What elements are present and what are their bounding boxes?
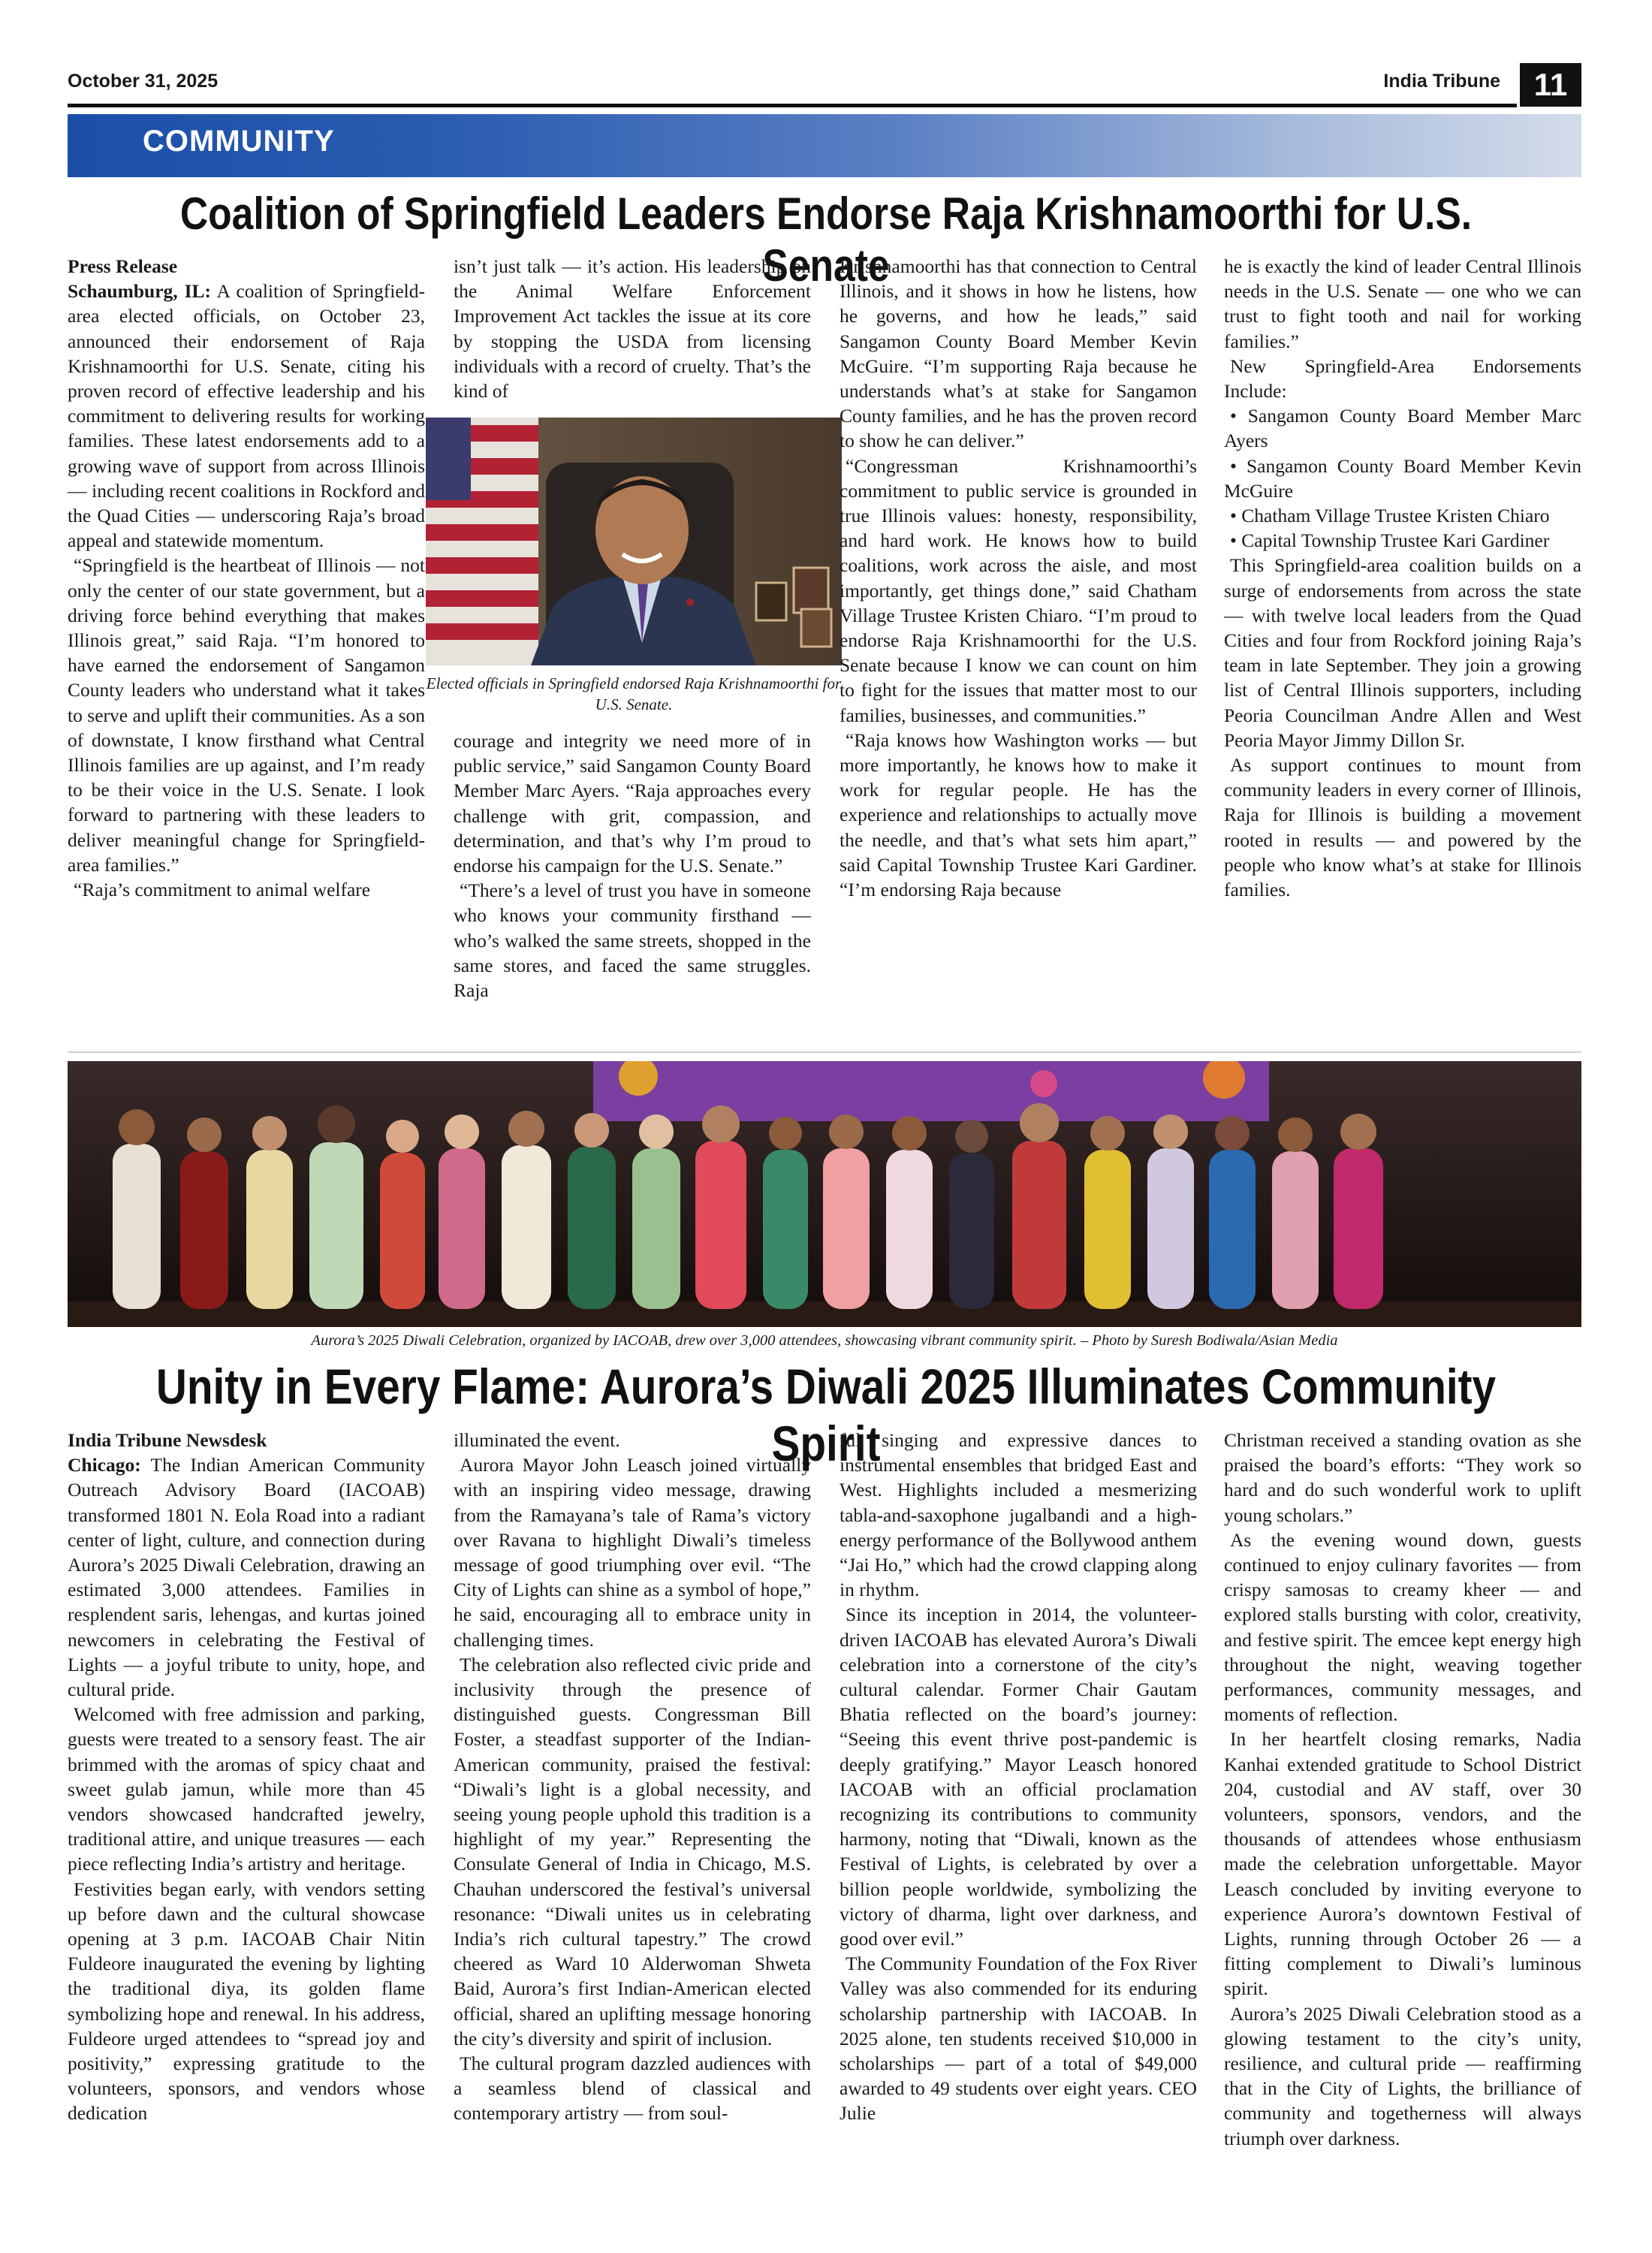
article1-paragraph: isn’t just talk — it’s action. His leadership on the Animal Welfare Enforcement Improvement Act tackles the issue at its core by stopping the USDA from licensing individuals with a record of cruelty. That’s the kind of bbox=[454, 255, 811, 403]
article1-column-3 bbox=[840, 254, 1197, 902]
article2-paragraph: Festivities began early, with vendors setting up before dawn and the cultural showcase opening at 3 p.m. IACOAB Chair Nitin Fuldeore inaugurated the evening by lighting the traditional diya, its golden flame symbolizing hope and renewal. In his address, Fuldeore urged attendees to “spread joy and positivity,” expressing gratitude to the volunteers, sponsors, and vendors whose dedication bbox=[68, 1878, 425, 2125]
endorsement-list-item: • Chatham Village Trustee Kristen Chiaro bbox=[1230, 505, 1550, 527]
article1-paragraph: “Raja’s commitment to animal welfare bbox=[74, 879, 371, 901]
article1-paragraph: Krishnamoorthi has that connection to Central Illinois, and it shows in how he listens, how he governs, and how he leads,” said Sangamon County Board Member Kevin McGuire. “I’m supporting Raja because he understands what’s at stake for Sangamon County families, and he has the proven record to show he can deliver.” bbox=[840, 255, 1197, 452]
article2-paragraph: Since its inception in 2014, the volunteer-driven IACOAB has elevated Aurora’s Diwali celebration into a cornerstone of the city’s cultural calendar. Former Chair Gautam Bhatia reflected on the board’s journey: “Seeing this event thrive post-pandemic is deeply gratifying.” Mayor Leasch honored IACOAB with an official proclamation recognizing its contributions to community harmony, noting that “Diwali, known as the Festival of Lights, is celebrated by over a billion people worldwide, symbolizing the victory of dharma, light over darkness, and good over evil.” bbox=[840, 1603, 1197, 1950]
header-rule bbox=[68, 104, 1517, 107]
page-number: 11 bbox=[1520, 63, 1581, 107]
article1-byline: Press Release bbox=[68, 255, 178, 277]
publication-name: India Tribune bbox=[1383, 71, 1500, 92]
article2-paragraph: As the evening wound down, guests continued to enjoy culinary favorites — from crispy samosas to creamy kheer — and explored stalls bursting with color, creativity, and festive spirit. The emcee kept energy high throughout the night, weaving together performances, community messages, and moments of reflection. bbox=[1224, 1528, 1581, 1726]
article2-paragraph: The Community Foundation of the Fox River Valley was also commended for its enduring scholarship partnership with IACOAB. In 2025 alone, ten students received $10,000 in scholarships — part of a total of $49,000 awarded to 49 students over eight years. CEO Julie bbox=[840, 1953, 1197, 2125]
article2-paragraph: ful singing and expressive dances to instrumental ensembles that bridged East and West. Highlights included a mesmerizing tabla-and-saxophone jugalbandi and a high-energy performance of the Bollywood anthem “Jai Ho,” which had the crowd clapping along in rhythm. bbox=[840, 1429, 1197, 1601]
article2-paragraph: The cultural program dazzled audiences with a seamless blend of classical and contemporary artistry — from soul- bbox=[454, 2052, 811, 2125]
group-photo-illustration bbox=[68, 1061, 1581, 1327]
flag-icon bbox=[426, 418, 538, 665]
article2-paragraph: Welcomed with free admission and parking, guests were treated to a sensory feast. The air brimmed with the aromas of spicy chaat and sweet gulab jamun, while more than 45 vendors showcased handcrafted jewelry, traditional attire, and unique treasures — each piece reflecting India’s artistry and heritage. bbox=[68, 1703, 425, 1875]
article1-paragraph: This Springfield-area coalition builds on a surge of endorsements from across the state — with twelve local leaders from the Quad Cities and four from Rockford joining Raja’s team in late September. They join a growing list of Central Illinois supporters, including Peoria Councilman Andre Allen and West Peoria Mayor Jimmy Dillon Sr. bbox=[1224, 554, 1581, 751]
article1-paragraph: New Springfield-Area Endorsements Include: bbox=[1224, 354, 1581, 403]
article1-paragraph: “There’s a level of trust you have in someone who knows your community firsthand — who’s walked the same streets, shopped in the same stores, and faced the same struggles. Raja bbox=[454, 879, 811, 1002]
article1-paragraph: “Raja knows how Washington works — but more importantly, he knows how to make it work for regular people. He has the experience and relationships to actually move the needle, and that’s what sets him apart,” said Capital Township Trustee Kari Gardiner. “I’m endorsing Raja because bbox=[840, 728, 1197, 901]
article1-dateline: Schaumburg, IL: bbox=[68, 280, 212, 303]
portrait-photo-illustration bbox=[426, 418, 842, 665]
article2-dateline: Chicago: bbox=[68, 1454, 141, 1476]
endorsement-list-item: • Sangamon County Board Member Marc Ayers bbox=[1224, 405, 1581, 452]
article2-paragraph: Aurora Mayor John Leasch joined virtually with an inspiring video message, drawing from the Ramayana’s tale of Rama’s victory over Ravana to highlight Diwali’s timeless message of good triumphing over evil. “The City of Lights can shine as a symbol of hope,” he said, encouraging all to embrace unity in challenging times. bbox=[454, 1454, 811, 1651]
article2-paragraph: The Indian American Community Outreach Advisory Board (IACOAB) transformed 1801 N. Eola Road into a radiant center of light, culture, and connection during Aurora’s 2025 Diwali Celebration, drawing an estimated 3,000 attendees. Families in resplendent saris, lehengas, and kurtas joined newcomers in celebrating the Festival of Lights — a joyful tribute to unity, hope, and cultural pride. bbox=[68, 1454, 425, 1701]
article1-paragraph: courage and integrity we need more of in public service,” said Sangamon County Board Member Marc Ayers. “Raja approaches every challenge with grit, compassion, and determination, and that’s why I’m proud to endorse his campaign for the U.S. Senate.” bbox=[454, 730, 811, 877]
article1-paragraph: he is exactly the kind of leader Central Illinois needs in the U.S. Senate — one who we can trust to fight tooth and nail for working families.” bbox=[1224, 255, 1581, 352]
section-banner bbox=[68, 114, 1581, 177]
endorsement-list-item: • Capital Township Trustee Kari Gardiner bbox=[1230, 529, 1550, 552]
article1-paragraph: “Congressman Krishnamoorthi’s commitment to public service is grounded in true Illinois values: honesty, responsibility, and hard work. He knows how to build coalitions, work across the aisle, and most importantly, get things done,” said Chatham Village Trustee Kristen Chiaro. “I’m proud to endorse Raja Krishnamoorthi for the U.S. Senate because I know we can count on him to fight for the issues that matter most to our families, businesses, and communities.” bbox=[840, 454, 1197, 726]
section-title: COMMUNITY bbox=[143, 125, 335, 158]
article2-column-3 bbox=[840, 1428, 1197, 2126]
article2-byline: India Tribune Newsdesk bbox=[68, 1429, 267, 1451]
article2-paragraph: Christman received a standing ovation as she praised the board’s efforts: “They work so hard and do such wonderful work to uplift young scholars.” bbox=[1224, 1429, 1581, 1526]
article1-headline: Coalition of Springfield Leaders Endorse Raja Krishnamoorthi for U.S. Senate bbox=[179, 189, 1473, 291]
article2-group-photo bbox=[68, 1061, 1581, 1327]
article1-column-2-top bbox=[454, 254, 811, 403]
article2-paragraph: illuminated the event. bbox=[454, 1429, 620, 1451]
article2-column-4 bbox=[1224, 1428, 1581, 2151]
article1-column-4 bbox=[1224, 254, 1581, 902]
issue-date: October 31, 2025 bbox=[68, 71, 219, 92]
article2-paragraph: Aurora’s 2025 Diwali Celebration stood as a glowing testament to the city’s unity, resilience, and cultural pride — reaffirming that in the City of Lights, the brilliance of community and togetherness will always triumph over darkness. bbox=[1224, 2002, 1581, 2149]
article1-paragraph: A coalition of Springfield-area elected officials, on October 23, announced their endorsement of Raja Krishnamoorthi for U.S. Senate, citing his proven record of effective leadership and his commitment to delivering results for working families. These latest endorsements add to a growing wave of support from across Illinois — including recent coalitions in Rockford and the Quad Cities — underscoring Raja’s broad appeal and statewide momentum. bbox=[68, 280, 425, 552]
article-divider bbox=[68, 1051, 1581, 1053]
article1-photo-caption: Elected officials in Springfield endorsed Raja Krishnamoorthi for U.S. Senate. bbox=[426, 674, 842, 713]
article2-photo-caption: Aurora’s 2025 Diwali Celebration, organized by IACOAB, drew over 3,000 attendees, showcasing vibrant community spirit. – Photo by Suresh Bodiwala/Asian Media bbox=[311, 1332, 1338, 1349]
article2-headline: Unity in Every Flame: Aurora’s Diwali 2025 Illuminates Community Spirit bbox=[155, 1359, 1497, 1471]
endorsement-list-item: • Sangamon County Board Member Kevin McGuire bbox=[1224, 454, 1581, 502]
article2-column-1 bbox=[68, 1428, 425, 2126]
article2-column-2 bbox=[454, 1428, 811, 2126]
article1-photo bbox=[426, 418, 842, 665]
article2-paragraph: The celebration also reflected civic pride and inclusivity through the presence of distinguished guests. Congressman Bill Foster, a steadfast supporter of the Indian-American community, praised the festival: “Diwali’s light is a global necessity, and seeing young people uphold this tradition is a highlight of my year.” Representing the Consulate General of India in Chicago, M.S. Chauhan underscored the festival’s universal resonance: “Diwali unites us in celebrating India’s rich cultural tapestry.” The crowd cheered as Ward 10 Alderwoman Shweta Baid, Aurora’s first Indian-American elected official, shared an uplifting message honoring the city’s diversity and spirit of inclusion. bbox=[454, 1653, 811, 2049]
article1-paragraph: “Springfield is the heartbeat of Illinois — not only the center of our state government, but a driving force behind everything that makes Illinois great,” said Raja. “I’m honored to have earned the endorsement of Sangamon County leaders who understand what it takes to serve and uplift their communities. As a son of downstate, I know firsthand what Central Illinois families are up against, and I’m ready to be their voice in the U.S. Senate. I look forward to partnering with these leaders to deliver meaningful change for Springfield-area families.” bbox=[68, 554, 425, 876]
article2-paragraph: In her heartfelt closing remarks, Nadia Kanhai extended gratitude to School District 204, custodial and AV staff, over 30 volunteers, sponsors, vendors, and the thousands of attendees whose enthusiasm made the celebration unforgettable. Mayor Leasch concluded by inviting everyone to experience Aurora’s downtown Festival of Lights, running through October 26 — a fitting complement to Diwali’s luminous spirit. bbox=[1224, 1728, 1581, 2000]
article1-column-2-bottom bbox=[454, 728, 811, 1003]
article1-column-1 bbox=[68, 254, 425, 902]
article1-paragraph: As support continues to mount from community leaders in every corner of Illinois, Raja for Illinois is building a movement rooted in results — and powered by the people who know what’s at stake for Illinois families. bbox=[1224, 754, 1581, 901]
